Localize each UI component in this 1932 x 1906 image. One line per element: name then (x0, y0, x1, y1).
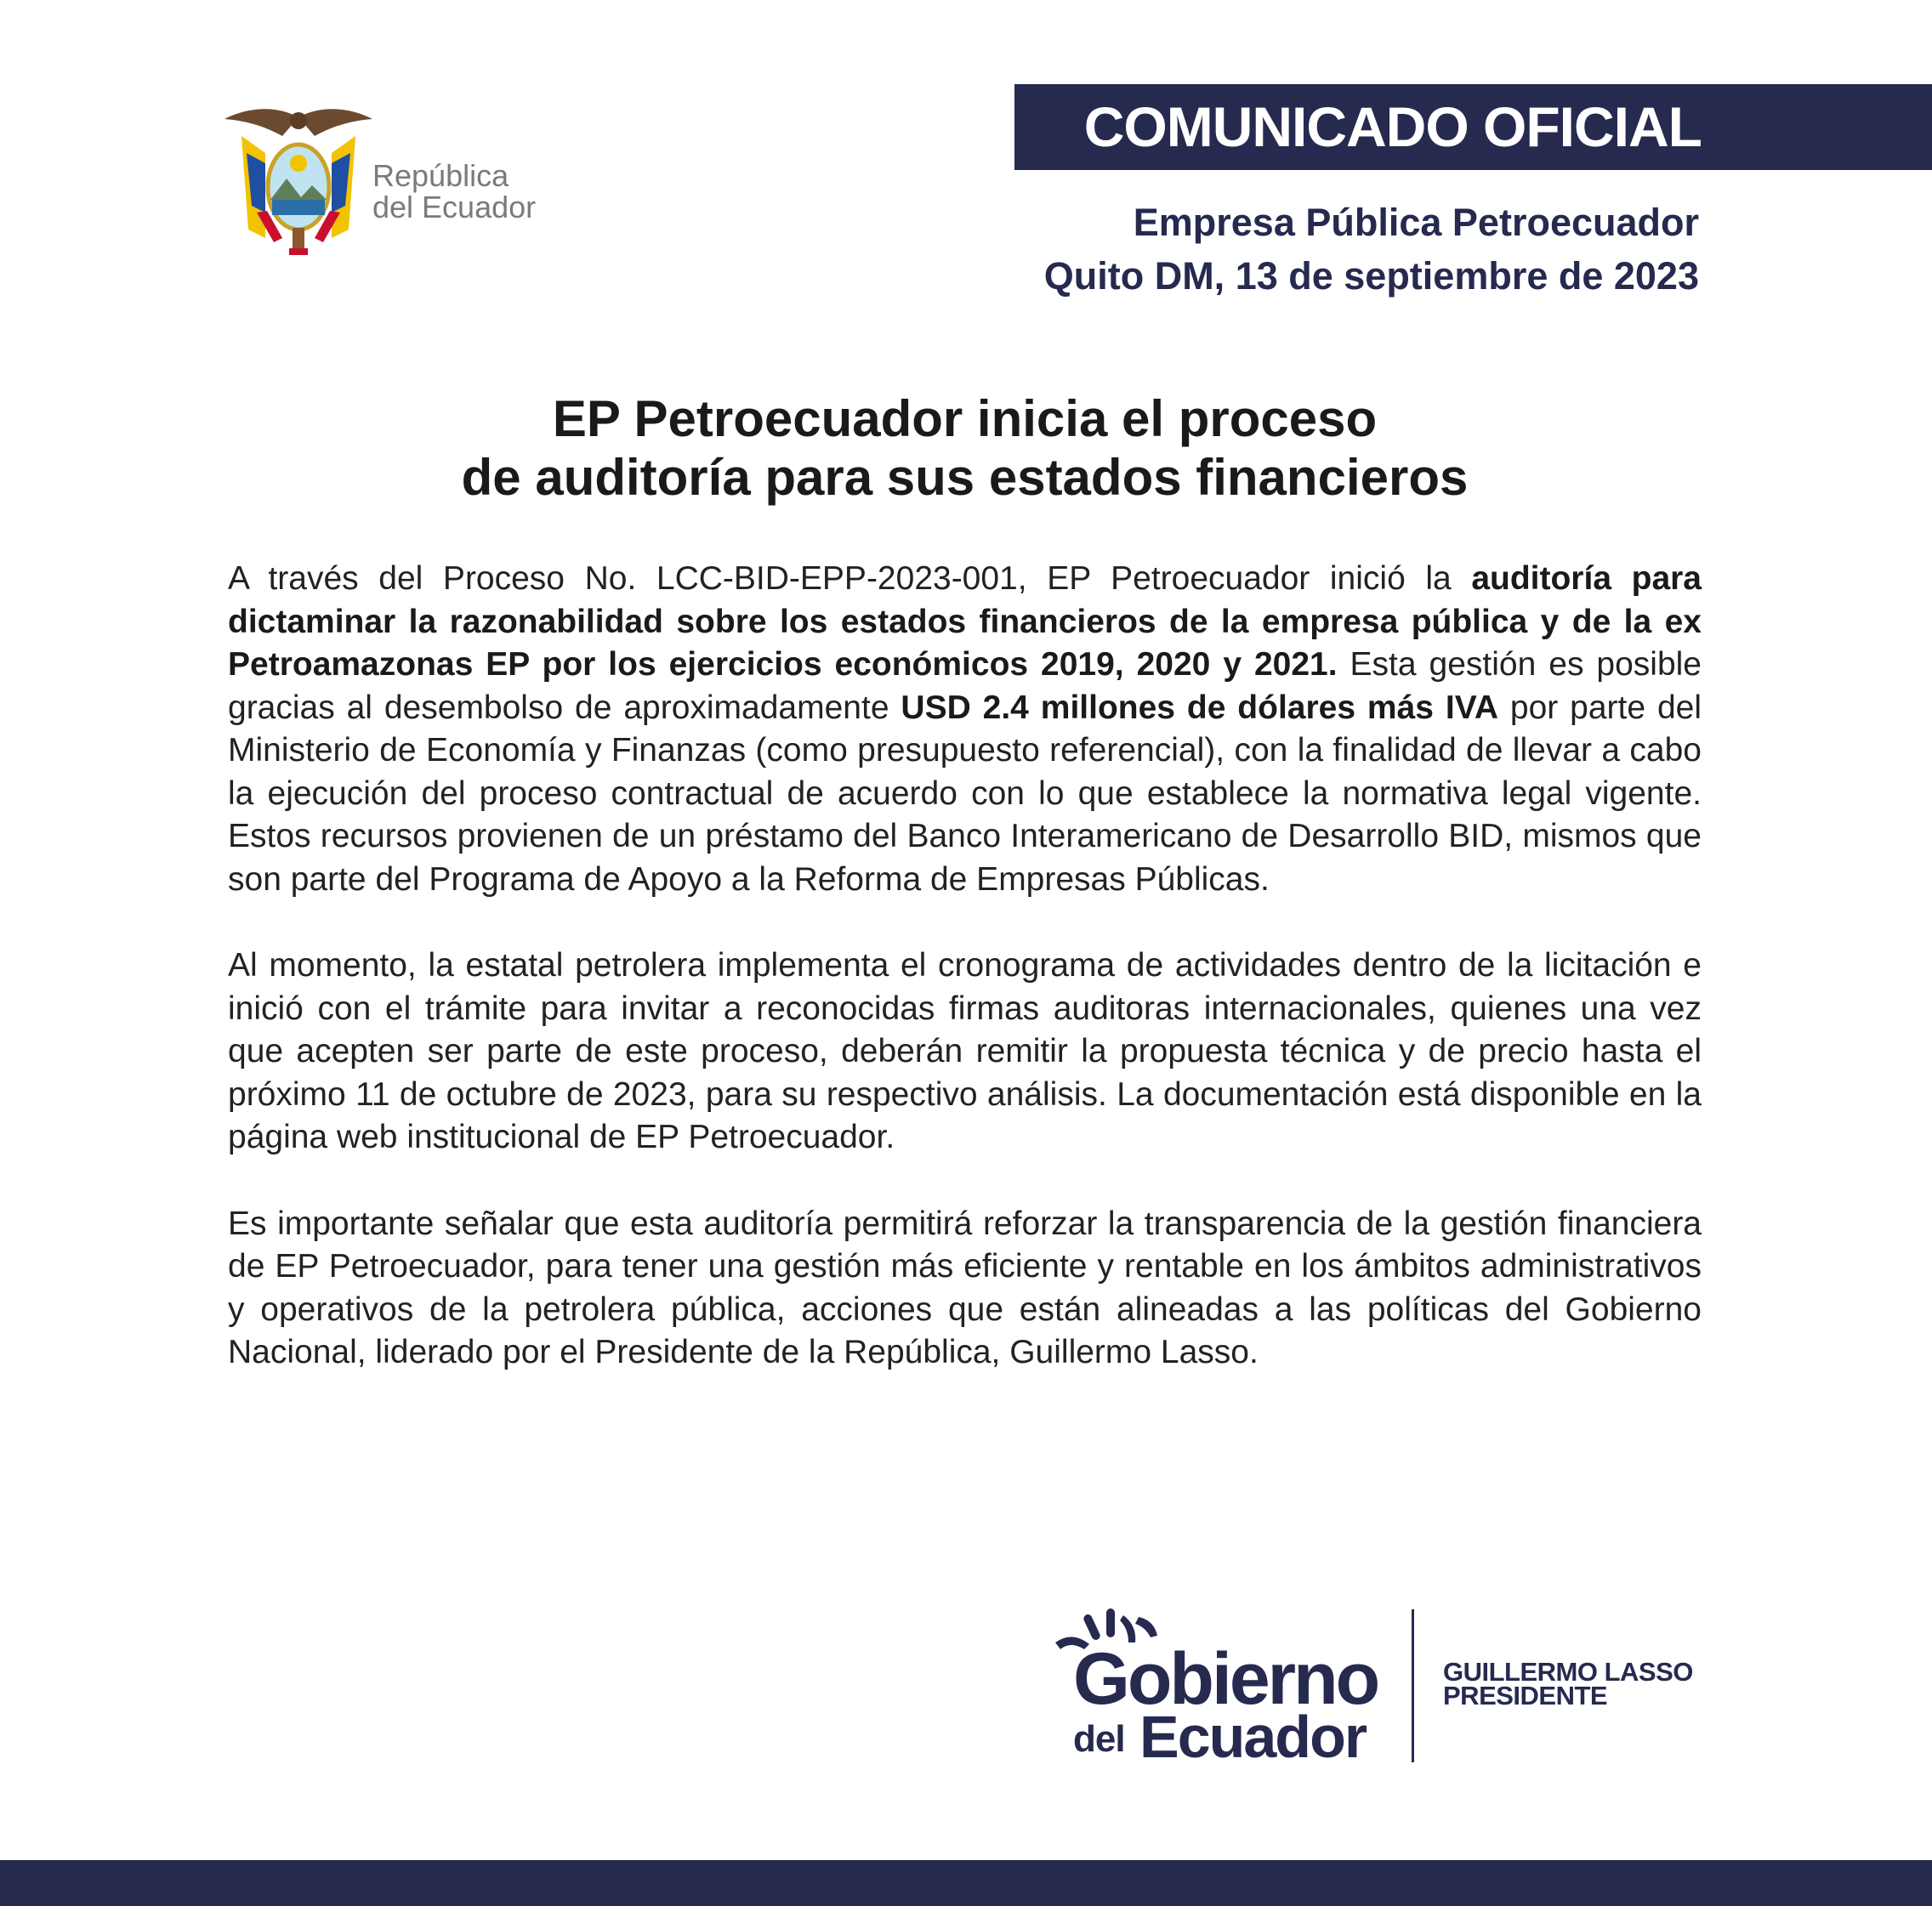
paragraph-2: Al momento, la estatal petrolera implementa el cronograma de actividades dentro de la licitación e inició con el trámite para invitar a reconocidas firmas auditoras internacionales, quienes una vez que acepten ser parte de este proceso, deberán remitir la propuesta técnica y de precio hasta el próximo 11 de octubre de 2023, para su respectivo análisis. La documentación está disponible en la página web institucional de EP Petroecuador. (228, 947, 1702, 1155)
issuer-block (1044, 196, 1699, 303)
republica-logotype (372, 160, 536, 223)
logo-divider (1412, 1609, 1414, 1762)
coat-of-arms-icon (223, 102, 374, 260)
p1-text-c: Esta gestión es posible gracias al desembolso de aproximadamente (228, 646, 1702, 726)
gobierno-logotype: Gobierno (1073, 1638, 1378, 1720)
footer-bar (0, 1860, 1932, 1906)
headline-line-2: de auditoría para sus estados financieros (461, 449, 1469, 506)
issuer-org: Empresa Pública Petroecuador (1133, 201, 1699, 244)
president-title: PRESIDENTE (1443, 1681, 1608, 1710)
paragraph-1 (228, 558, 1702, 901)
republica-line-2: del Ecuador (372, 190, 537, 224)
president-name: GUILLERMO LASSO (1443, 1657, 1693, 1687)
gobierno-logotype-ecuador: Ecuador (1139, 1704, 1367, 1770)
republica-line-1: República (372, 158, 509, 193)
body-text (228, 558, 1702, 1418)
headline (228, 389, 1702, 507)
paragraph-3: Es importante señalar que esta auditoría permitirá reforzar la transparencia de la gestión financiera de EP Petroecuador, para tener una gestión más eficiente y rentable en los ámbitos administrativos y operativos de la petrolera pública, acciones que están alineadas a las políticas del Gobierno Nacional, liderado por el Presidente de la República, Guillermo Lasso. (228, 1205, 1702, 1370)
gobierno-logotype-del: del (1073, 1718, 1125, 1760)
issue-date: Quito DM, 13 de septiembre de 2023 (1043, 254, 1699, 298)
p1-text-a: A través del Proceso No. LCC-BID-EPP-2023-001, EP Petroecuador inició la (228, 560, 1472, 597)
p1-text-e: por parte del Ministerio de Economía y Finanzas (como presupuesto referencial), con la finalidad de llevar a cabo la ejecución del proceso contractual de acuerdo con lo que establece la normativa legal vigente. Estos recursos provienen de un préstamo del Banco Interamericano de Desarrollo BID, mismos que son parte del Programa de Apoyo a la Reforma de Empresas Públicas. (228, 689, 1702, 898)
p1-bold-audit: auditoría para dictaminar la razonabilidad sobre los estados financieros de la empresa pública y de la ex Petroamazonas EP por los ejercicios económicos 2019, 2020 y 2021. (228, 560, 1702, 683)
banner-title: COMUNICADO OFICIAL (1083, 95, 1702, 158)
p1-bold-amount: USD 2.4 millones de dólares más IVA (901, 689, 1498, 726)
headline-line-1: EP Petroecuador inicia el proceso (552, 390, 1378, 447)
